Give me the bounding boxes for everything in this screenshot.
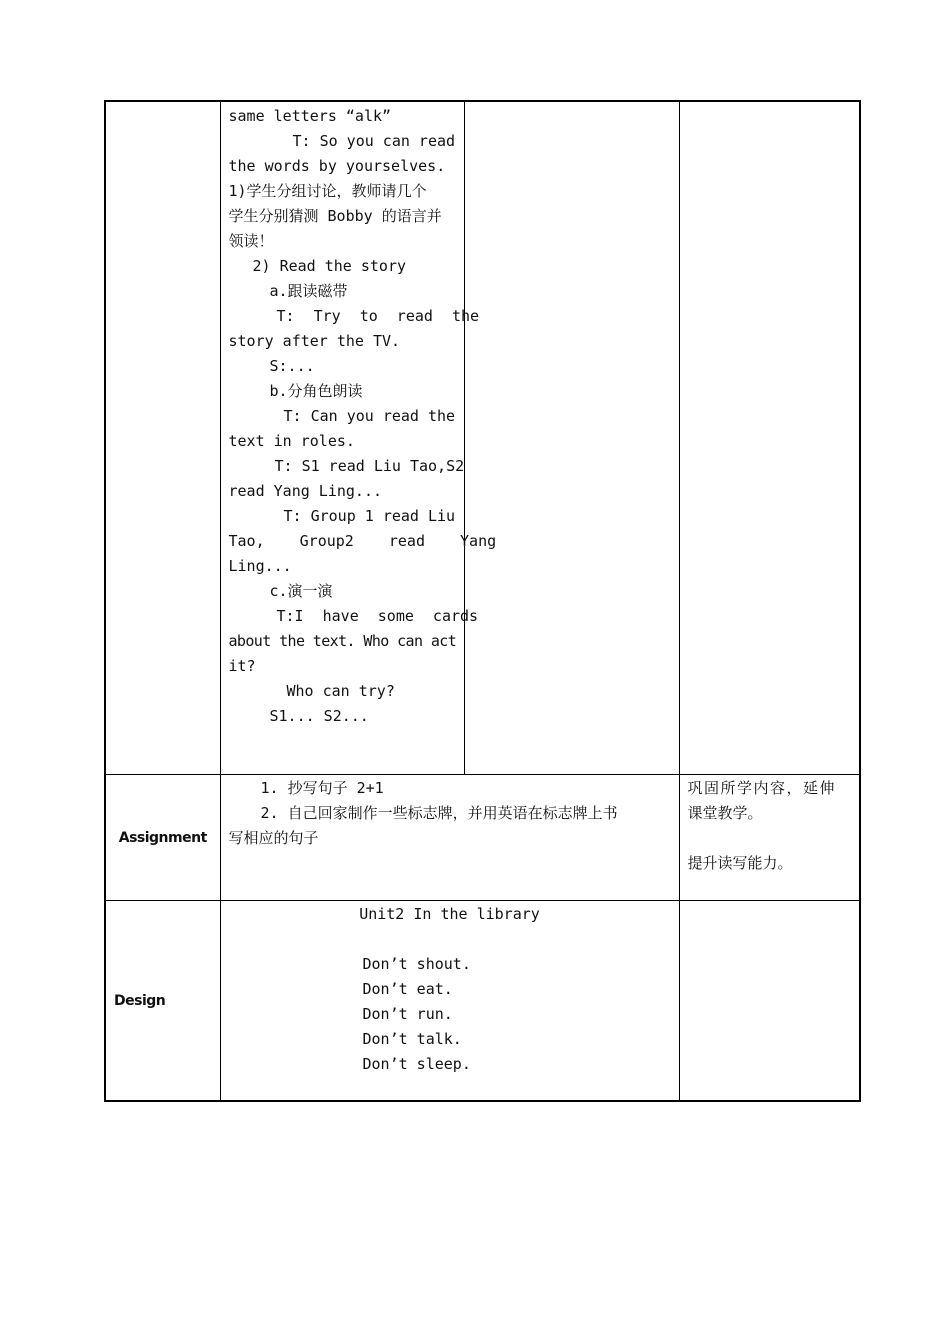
design-line: Don’t talk. [362, 1030, 462, 1048]
design-line: Don’t shout. [362, 955, 471, 973]
procedure-line: story after the TV. [228, 332, 401, 350]
design-row [105, 901, 860, 1102]
procedure-line: same letters “alk” [228, 107, 392, 125]
empty-activity-cell [464, 101, 679, 775]
design-line: Don’t sleep. [362, 1055, 471, 1073]
procedure-line: S:... [269, 357, 315, 375]
procedure-line: about the text. Who can act [228, 632, 457, 650]
procedure-line: 学生分别猜测 Bobby 的语言并 [228, 207, 442, 225]
procedure-line: it? [228, 657, 256, 675]
design-label: Design [105, 901, 220, 1102]
procedure-line: 领读！ [228, 232, 274, 250]
procedure-line: 2) Read the story [252, 257, 407, 275]
assignment-content [220, 775, 679, 901]
procedure-line: the words by yourselves. [228, 157, 446, 175]
procedure-line: Tao, Group2 read Yang [228, 532, 497, 550]
procedure-line: T: Can you read the [283, 407, 456, 425]
blackboard-design [220, 901, 679, 1102]
empty-design-note-cell [679, 901, 860, 1102]
assignment-item-2-continued: 写相应的句子 [228, 829, 319, 847]
assignment-purpose [679, 775, 860, 901]
purpose-spacer [688, 826, 852, 851]
design-board-lines [363, 952, 679, 1077]
design-line: Don’t run. [362, 1005, 453, 1023]
assignment-item-2: 2. 自己回家制作一些标志牌，并用英语在标志牌上书 [260, 804, 618, 822]
assignment-row [105, 775, 860, 901]
procedure-line: T: S1 read Liu Tao,S2 [274, 457, 465, 475]
procedure-line-text: T: So you can read [292, 132, 456, 150]
procedure-line: T: Try to read the [276, 307, 480, 325]
procedure-line: text in roles. [228, 432, 355, 450]
purpose-line: 课堂教学。 [687, 804, 763, 822]
procedure-line: 1)学生分组讨论，教师请几个 [228, 182, 427, 200]
purpose-line: 提升读写能力。 [687, 854, 793, 872]
procedure-line: T: Group 1 read Liu [283, 507, 456, 525]
procedure-line [229, 129, 456, 154]
procedure-line: read Yang Ling... [228, 482, 383, 500]
lesson-plan-table [104, 100, 861, 1102]
procedure-line: Ling... [228, 557, 292, 575]
empty-purpose-cell [679, 101, 860, 775]
assignment-item-1: 1. 抄写句子 2+1 [260, 779, 384, 797]
procedure-line: Who can try? [286, 682, 395, 700]
empty-label-cell [105, 101, 220, 775]
procedure-row [105, 101, 860, 775]
procedure-line: S1... S2... [269, 707, 369, 725]
procedure-line: b.分角色朗读 [269, 382, 363, 400]
design-title: Unit2 In the library [359, 905, 540, 923]
procedure-cell [220, 101, 497, 775]
purpose-line: 巩固所学内容，延伸 [687, 779, 837, 797]
procedure-line: a.跟读磁带 [269, 282, 348, 300]
assignment-label: Assignment [105, 775, 220, 901]
procedure-line: c.演一演 [269, 582, 333, 600]
design-line: Don’t eat. [362, 980, 453, 998]
procedure-line: T:I have some cards [276, 607, 479, 625]
